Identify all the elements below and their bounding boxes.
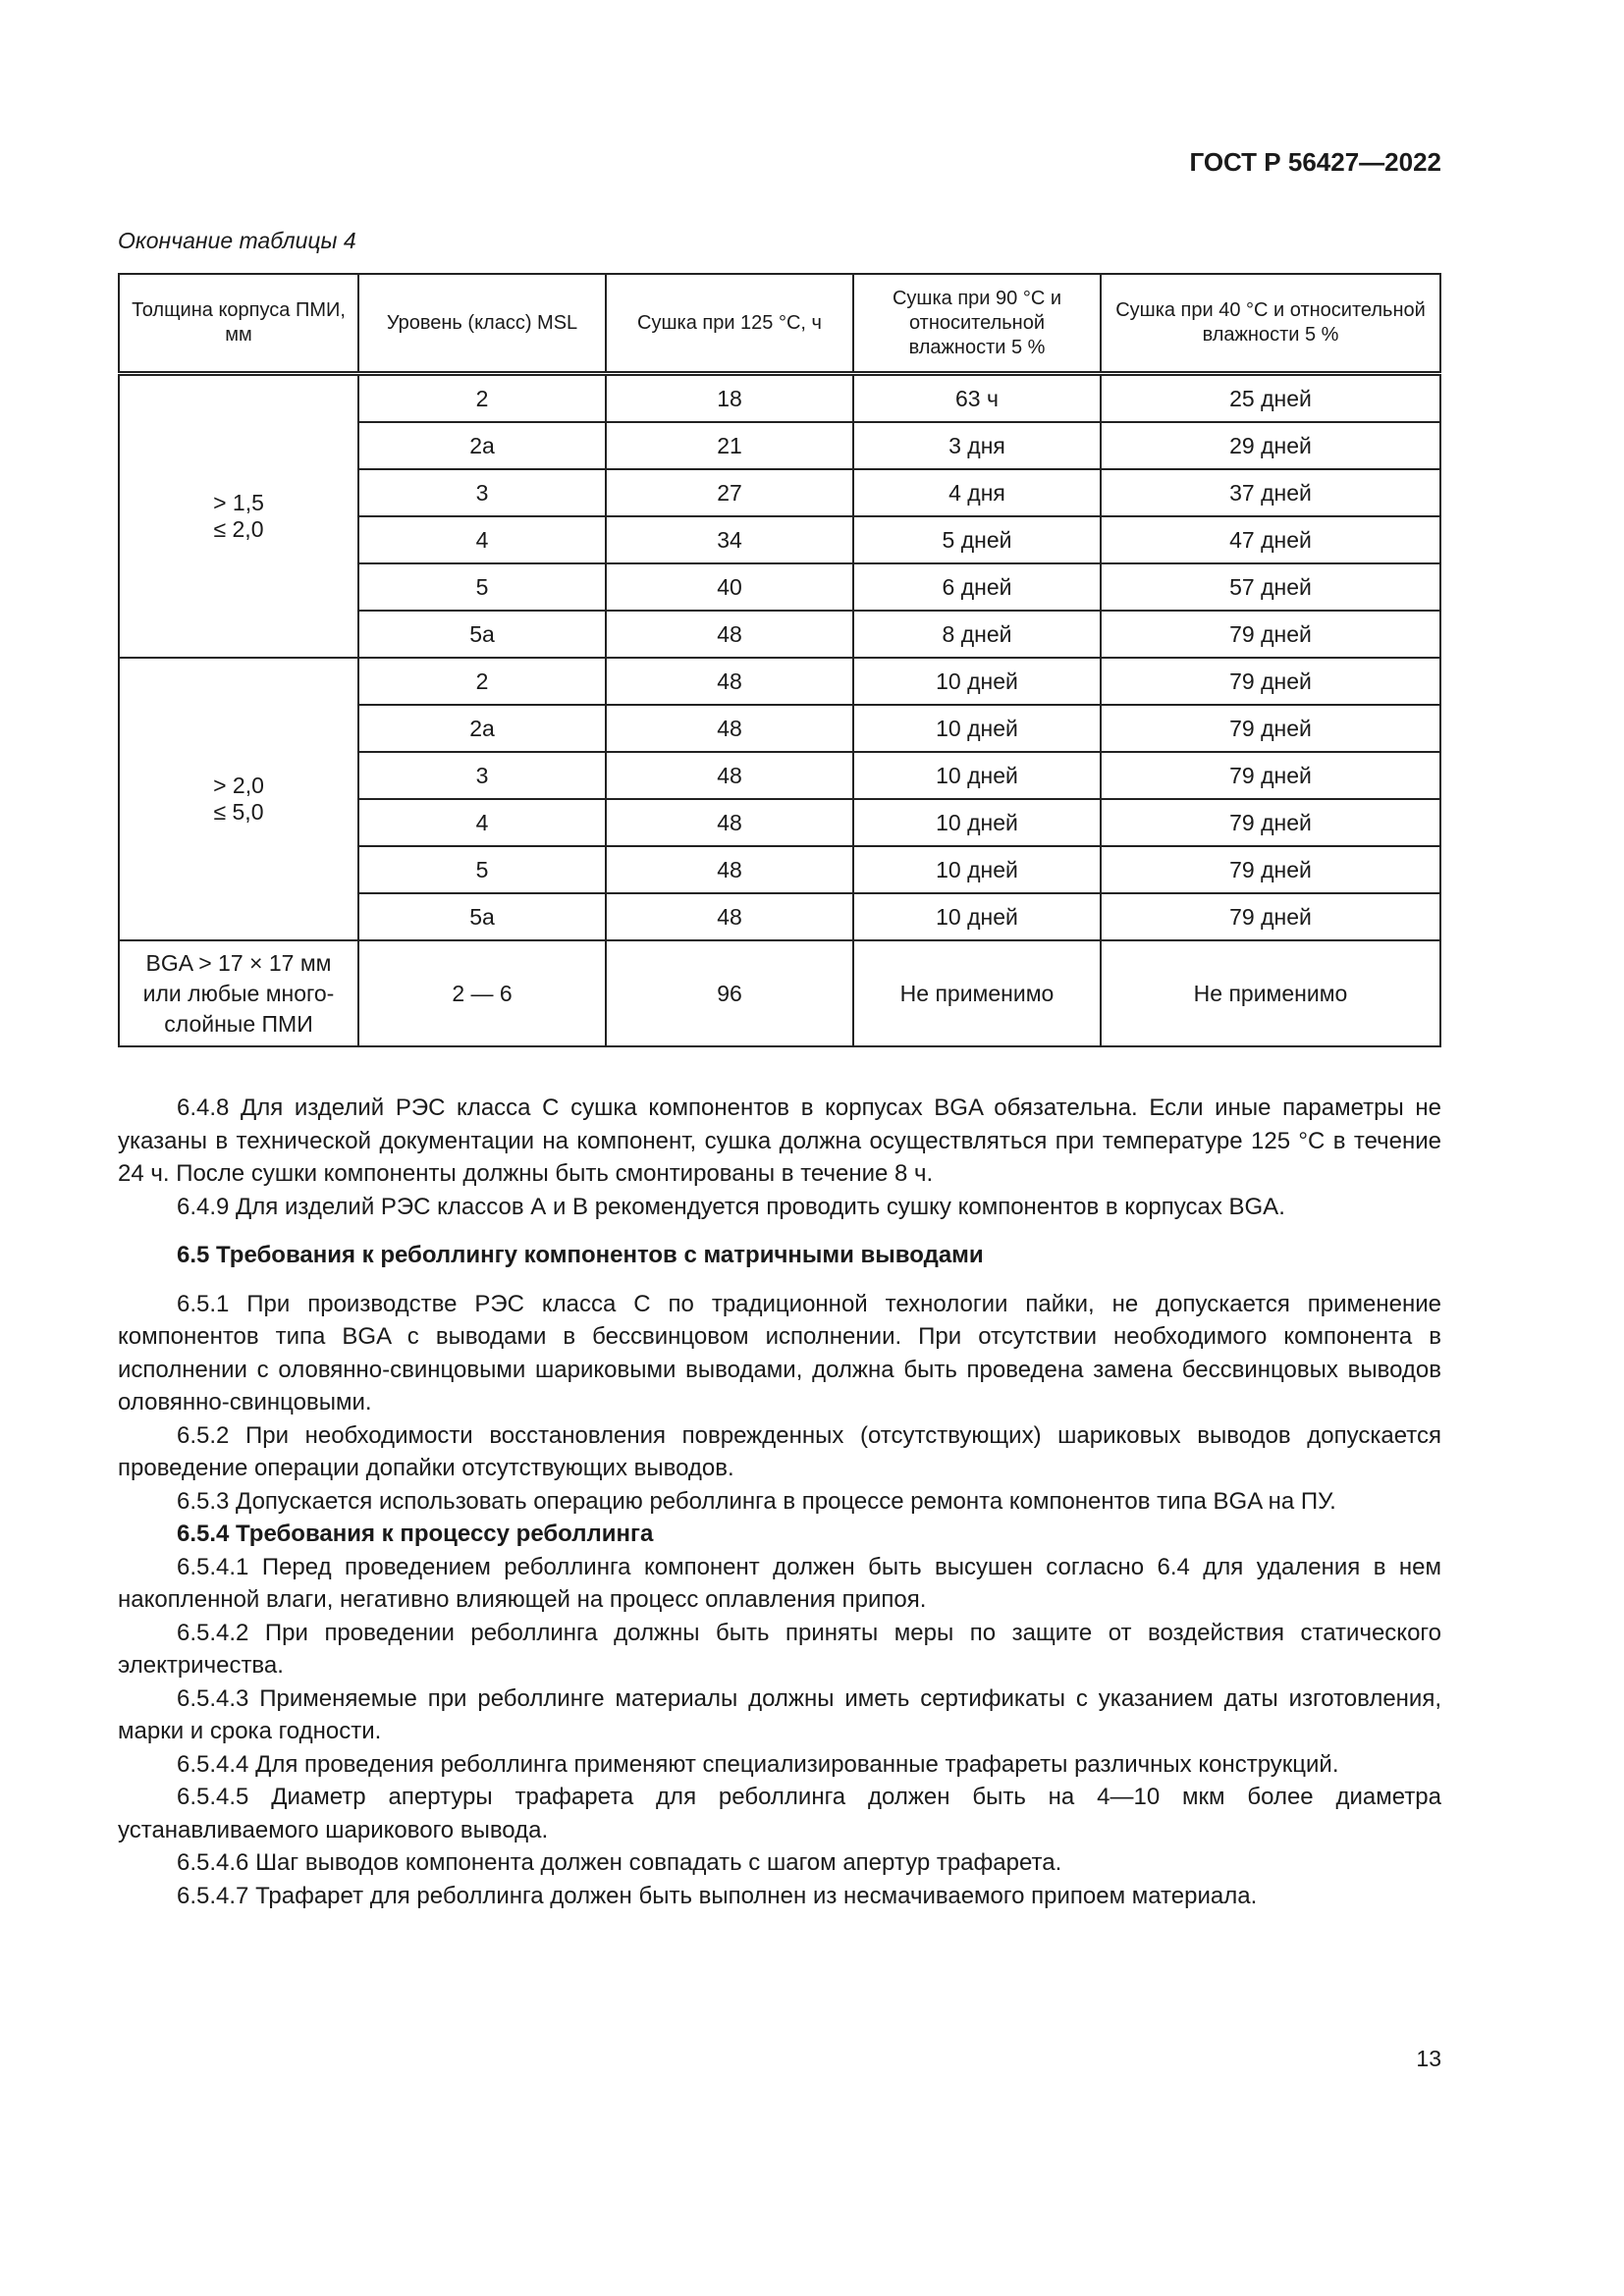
table-cell: 47 дней bbox=[1101, 516, 1440, 563]
thickness-cell bbox=[119, 374, 358, 659]
table-cell: 57 дней bbox=[1101, 563, 1440, 611]
table-cell: 48 bbox=[606, 799, 853, 846]
table-cell: 27 bbox=[606, 469, 853, 516]
table-cell: 21 bbox=[606, 422, 853, 469]
paragraph: 6.5.3 Допускается использовать операцию реболлинга в процессе ремонта компонентов типа BGA на ПУ. bbox=[177, 1487, 1336, 1515]
table-cell: 48 bbox=[606, 611, 853, 658]
table-cell: 37 дней bbox=[1101, 469, 1440, 516]
table-cell: 79 дней bbox=[1101, 846, 1440, 893]
paragraph: 6.4.8 Для изделий РЭС класса С сушка компонентов в корпусах BGA обязательна. Если иные параметры не указаны в технической документации на компонент, сушка должна осуществляться при температуре 125 °С в течение 24 ч. После сушки компоненты должны быть смонтированы в течение 8 ч. bbox=[118, 1095, 1441, 1187]
table-cell: 48 bbox=[606, 846, 853, 893]
table-cell: 48 bbox=[606, 893, 853, 940]
table-cell: 2 bbox=[358, 374, 606, 423]
table-cell: 10 дней bbox=[853, 799, 1101, 846]
table-cell: 4 bbox=[358, 799, 606, 846]
table-cell: Не применимо bbox=[853, 940, 1101, 1046]
table-cell: 4 дня bbox=[853, 469, 1101, 516]
table-cell: 34 bbox=[606, 516, 853, 563]
header-thickness: Толщина корпуса ПМИ, мм bbox=[119, 274, 358, 374]
table-row bbox=[119, 374, 1440, 423]
table-cell: Не применимо bbox=[1101, 940, 1440, 1046]
table-cell: 48 bbox=[606, 658, 853, 705]
page-number: 13 bbox=[1416, 2046, 1441, 2071]
drying-table bbox=[118, 273, 1441, 1047]
table-cell: 3 дня bbox=[853, 422, 1101, 469]
table-cell: 8 дней bbox=[853, 611, 1101, 658]
body-text bbox=[118, 1092, 1441, 1912]
thickness-line: ≤ 2,0 bbox=[213, 516, 264, 542]
table-cell: 3 bbox=[358, 752, 606, 799]
table-cell: 79 дней bbox=[1101, 893, 1440, 940]
table-cell: 3 bbox=[358, 469, 606, 516]
thickness-line: ≤ 5,0 bbox=[213, 799, 264, 825]
table-cell: 5а bbox=[358, 611, 606, 658]
table-cell: 10 дней bbox=[853, 846, 1101, 893]
paragraph: 6.5.1 При производстве РЭС класса С по традиционной технологии пайки, не допускается применение компонентов типа BGA с выводами в бессвинцовом исполнении. При отсутствии необходимого компонента в исполнении с оловянно-свинцовыми шариковыми выводами, должна быть проведена замена бессвинцовых выводов оловянно-свинцовыми. bbox=[118, 1290, 1441, 1415]
paragraph: 6.5.4.1 Перед проведением реболлинга компонент должен быть высушен согласно 6.4 для удаления в нем накопленной влаги, негативно влияющей на процесс оплавления припоя. bbox=[118, 1553, 1441, 1613]
table-cell: 96 bbox=[606, 940, 853, 1046]
table-cell: 2а bbox=[358, 422, 606, 469]
table-row bbox=[119, 658, 1440, 705]
section-heading: 6.5 Требования к реболлингу компонентов с матричными выводами bbox=[177, 1242, 984, 1268]
header-msl: Уровень (класс) MSL bbox=[358, 274, 606, 374]
header-40c: Сушка при 40 °С и относительной влажности 5 % bbox=[1101, 274, 1440, 374]
table-cell: 5а bbox=[358, 893, 606, 940]
table-cell: 79 дней bbox=[1101, 611, 1440, 658]
table-cell: 6 дней bbox=[853, 563, 1101, 611]
standard-header: ГОСТ Р 56427—2022 bbox=[1189, 147, 1441, 177]
table-row bbox=[119, 940, 1440, 1046]
table-cell: 48 bbox=[606, 752, 853, 799]
paragraph: 6.5.4.5 Диаметр апертуры трафарета для реболлинга должен быть на 4—10 мкм более диаметра устанавливаемого шарикового вывода. bbox=[118, 1784, 1441, 1843]
table-cell: 10 дней bbox=[853, 705, 1101, 752]
table-cell: 2 bbox=[358, 658, 606, 705]
table-cell: 10 дней bbox=[853, 752, 1101, 799]
table-cell: 4 bbox=[358, 516, 606, 563]
table-cell: 79 дней bbox=[1101, 799, 1440, 846]
table-cell: 29 дней bbox=[1101, 422, 1440, 469]
paragraph: 6.5.2 При необходимости восстановления поврежденных (отсутствующих) шариковых выводов допускается проведение операции допайки отсутствующих выводов. bbox=[118, 1421, 1441, 1481]
table-header-row bbox=[119, 274, 1440, 374]
thickness-line: > 1,5 bbox=[213, 490, 264, 515]
table-cell: 5 bbox=[358, 563, 606, 611]
paragraph: 6.5.4.6 Шаг выводов компонента должен совпадать с шагом апертур трафарета. bbox=[177, 1849, 1062, 1876]
table-cell: 40 bbox=[606, 563, 853, 611]
table-cell: 5 bbox=[358, 846, 606, 893]
table-cell: BGA > 17 × 17 мм или любые много-слойные ПМИ bbox=[119, 940, 358, 1046]
header-90c: Сушка при 90 °С и относительной влажности 5 % bbox=[853, 274, 1101, 374]
paragraph: 6.4.9 Для изделий РЭС классов А и В рекомендуется проводить сушку компонентов в корпусах BGA. bbox=[177, 1193, 1285, 1220]
section-heading: 6.5.4 Требования к процессу реболлинга bbox=[177, 1521, 654, 1547]
paragraph: 6.5.4.7 Трафарет для реболлинга должен быть выполнен из несмачиваемого припоем материала. bbox=[177, 1882, 1258, 1909]
header-125c: Сушка при 125 °С, ч bbox=[606, 274, 853, 374]
table-cell: 48 bbox=[606, 705, 853, 752]
paragraph: 6.5.4.4 Для проведения реболлинга применяют специализированные трафареты различных конструкций. bbox=[177, 1750, 1339, 1778]
table-cell: 79 дней bbox=[1101, 705, 1440, 752]
table-cell: 2 — 6 bbox=[358, 940, 606, 1046]
table-cell: 2а bbox=[358, 705, 606, 752]
table-cell: 79 дней bbox=[1101, 752, 1440, 799]
table-cell: 63 ч bbox=[853, 374, 1101, 423]
table-cell: 10 дней bbox=[853, 893, 1101, 940]
table-cell: 25 дней bbox=[1101, 374, 1440, 423]
table-cell: 5 дней bbox=[853, 516, 1101, 563]
table-cell: 10 дней bbox=[853, 658, 1101, 705]
thickness-line: > 2,0 bbox=[213, 773, 264, 798]
paragraph: 6.5.4.2 При проведении реболлинга должны быть приняты меры по защите от воздействия статического электричества. bbox=[118, 1619, 1441, 1679]
table-caption: Окончание таблицы 4 bbox=[118, 228, 356, 253]
table-cell: 79 дней bbox=[1101, 658, 1440, 705]
paragraph: 6.5.4.3 Применяемые при реболлинге материалы должны иметь сертификаты с указанием даты изготовления, марки и срока годности. bbox=[118, 1684, 1441, 1744]
table-cell: 18 bbox=[606, 374, 853, 423]
thickness-cell bbox=[119, 658, 358, 940]
